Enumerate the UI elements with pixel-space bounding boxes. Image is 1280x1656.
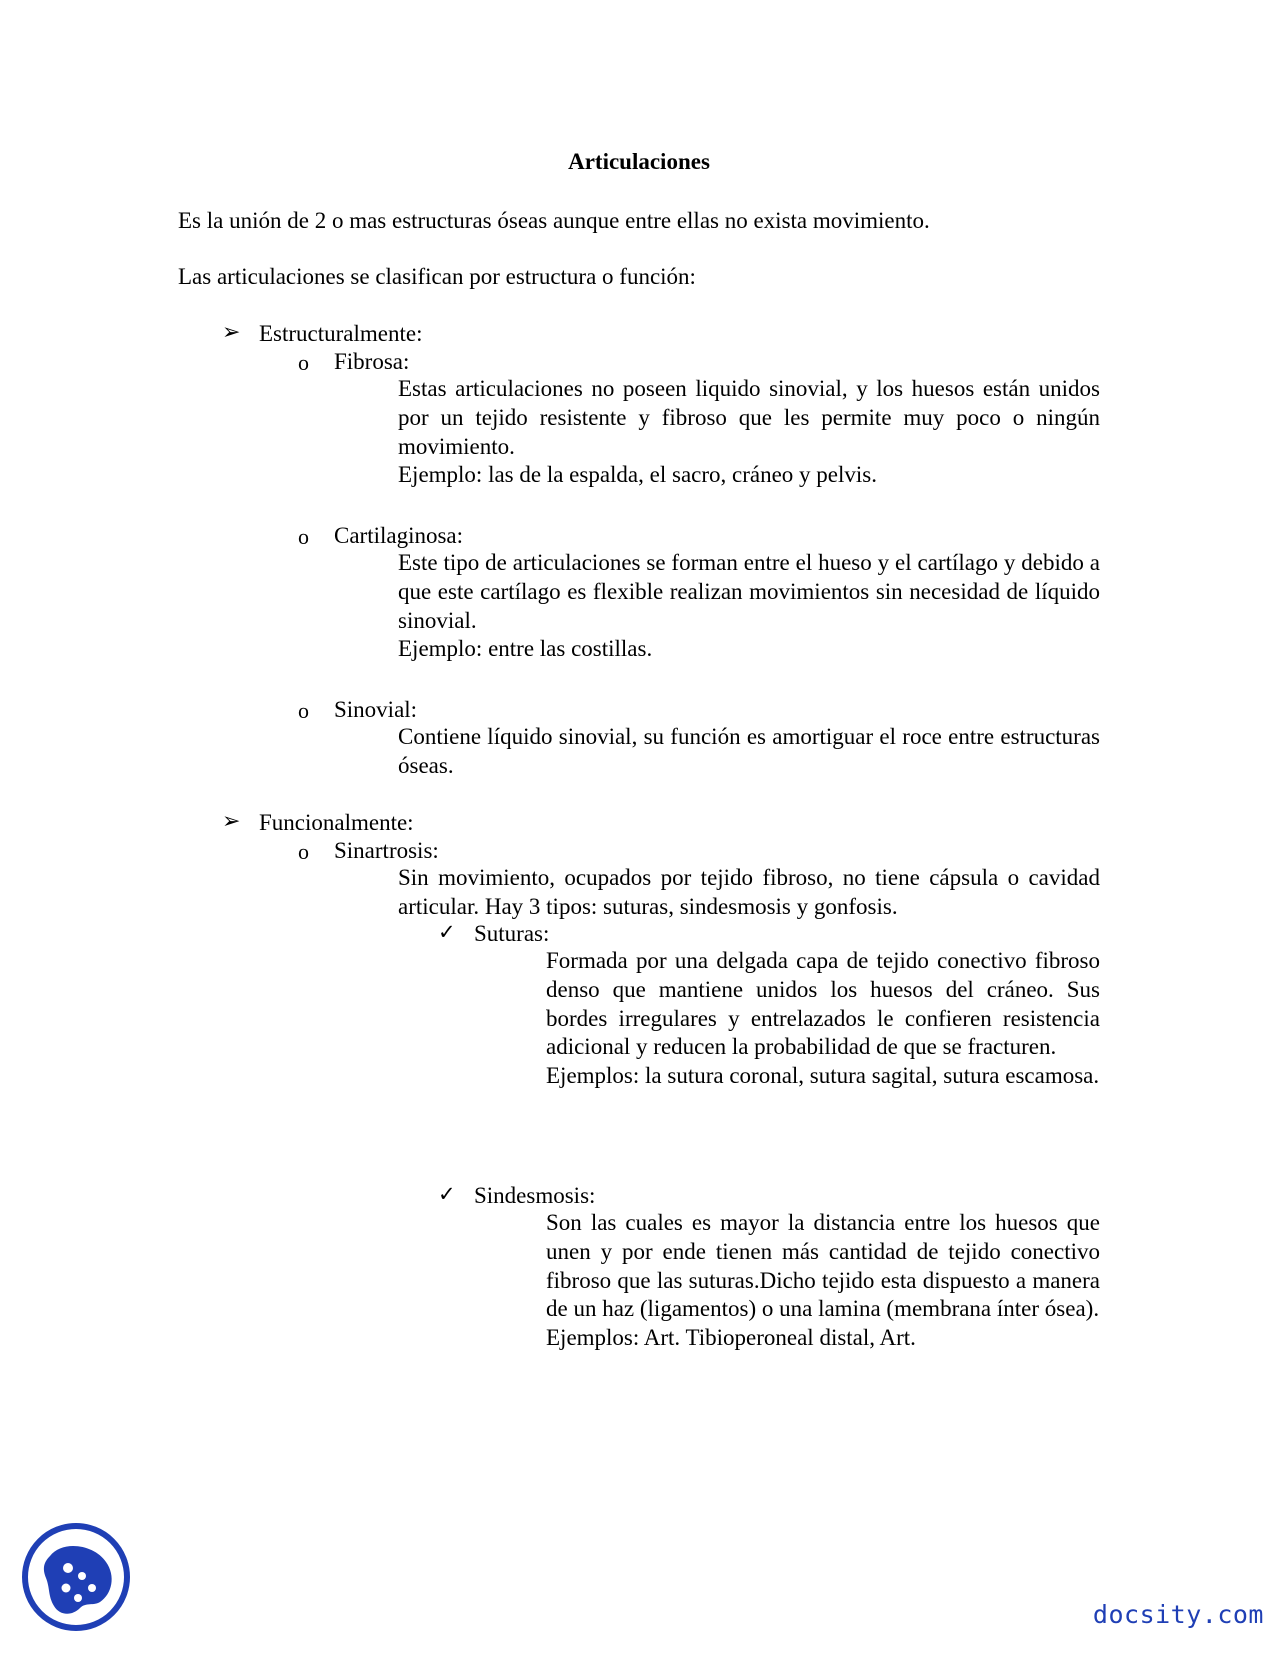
cartilaginosa-example: Ejemplo: entre las costillas.	[398, 636, 653, 662]
structural-heading: Estructuralmente:	[259, 321, 423, 346]
arrow-bullet-icon: ➢	[222, 808, 241, 833]
circle-bullet-icon: o	[298, 524, 309, 549]
cartilaginosa-description	[398, 549, 1100, 664]
suturas-example: Ejemplos: la sutura coronal, sutura sagital, sutura escamosa.	[546, 1063, 1100, 1088]
docsity-logo-icon[interactable]	[20, 1518, 132, 1636]
intro-paragraph: Es la unión de 2 o mas estructuras óseas aunque entre ellas no exista movimiento.	[178, 208, 930, 233]
docsity-brand-link[interactable]: docsity.com	[1092, 1600, 1264, 1629]
fibrosa-text: Estas articulaciones no poseen liquido sinovial, y los huesos están unidos por un tejido resistente y fibroso que les permite muy poco o ningún movimiento.	[398, 376, 1100, 459]
cartilaginosa-label: Cartilaginosa:	[334, 523, 464, 548]
sinovial-text: Contiene líquido sinovial, su función es amortiguar el roce entre estructuras óseas.	[398, 724, 1100, 778]
suturas-label: Suturas:	[474, 921, 550, 946]
sinovial-description	[398, 723, 1100, 781]
sinartrosis-label: Sinartrosis:	[334, 838, 439, 863]
check-bullet-icon: ✓	[438, 920, 456, 944]
sindesmosis-text: Son las cuales es mayor la distancia entre los huesos que unen y por ende tienen más cantidad de tejido conectivo fibroso que las suturas.Dicho tejido esta dispuesto a manera de un haz (ligamentos) o una lamina (membrana ínter ósea).	[546, 1210, 1100, 1322]
circle-bullet-icon: o	[298, 698, 309, 723]
circle-bullet-icon: o	[298, 839, 309, 864]
cartilaginosa-text: Este tipo de articulaciones se forman entre el hueso y el cartílago y debido a que este cartílago es flexible realizan movimientos sin necesidad de líquido sinovial.	[398, 550, 1100, 633]
circle-bullet-icon: o	[298, 350, 309, 375]
sindesmosis-description	[546, 1209, 1100, 1353]
sindesmosis-label: Sindesmosis:	[474, 1183, 596, 1208]
sinartrosis-text: Sin movimiento, ocupados por tejido fibroso, no tiene cápsula o cavidad articular. Hay 3 tipos: suturas, sindesmosis y gonfosis.	[398, 865, 1100, 919]
classification-paragraph: Las articulaciones se clasifican por estructura o función:	[178, 264, 696, 289]
suturas-text: Formada por una delgada capa de tejido conectivo fibroso denso que mantiene unidos los huesos del cráneo. Sus bordes irregulares y entrelazados le confieren resistencia adicional y reducen la probabilidad de que se fracturen.	[546, 948, 1100, 1060]
fibrosa-example: Ejemplo: las de la espalda, el sacro, cráneo y pelvis.	[398, 462, 877, 488]
suturas-description	[546, 947, 1100, 1091]
fibrosa-label: Fibrosa:	[334, 349, 410, 374]
sinartrosis-description	[398, 864, 1100, 922]
fibrosa-description	[398, 375, 1100, 490]
page-title: Articulaciones	[568, 149, 710, 174]
sinovial-label: Sinovial:	[334, 697, 418, 722]
sindesmosis-example: Ejemplos: Art. Tibioperoneal distal, Art.	[546, 1325, 916, 1350]
functional-heading: Funcionalmente:	[259, 810, 414, 835]
arrow-bullet-icon: ➢	[222, 319, 241, 344]
check-bullet-icon: ✓	[438, 1182, 456, 1206]
